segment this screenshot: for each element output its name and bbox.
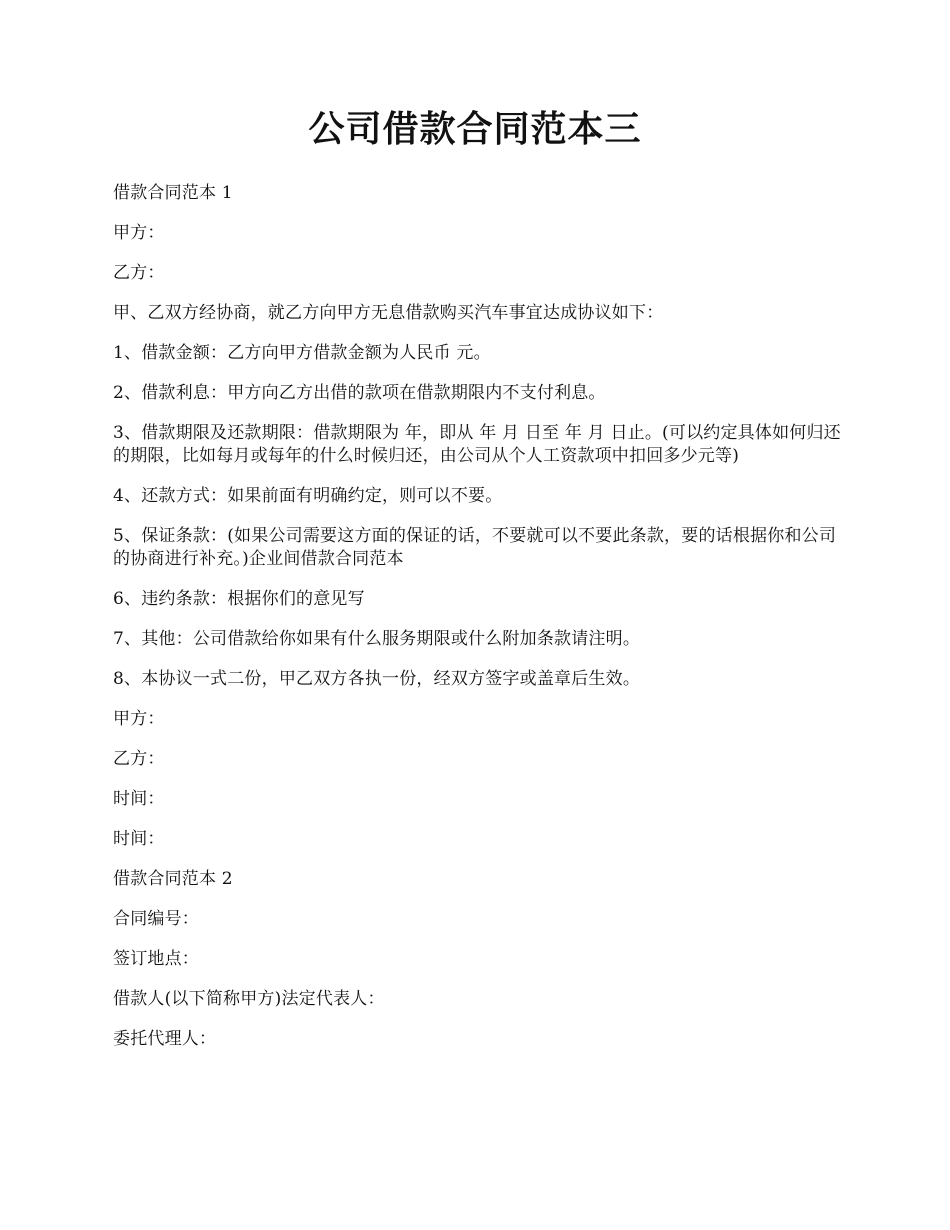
- party-b-line: 乙方：: [113, 263, 165, 283]
- clause-copies: 8、本协议一式二份，甲乙双方各执一份，经双方签字或盖章后生效。: [113, 669, 641, 689]
- borrower-representative-line: 借款人(以下简称甲方)法定代表人：: [113, 989, 385, 1009]
- clause-guarantee: 5、保证条款：(如果公司需要这方面的保证的话，不要就可以不要此条款，要的话根据你和公司的协商进行补充。)企业间借款合同范本: [113, 526, 837, 569]
- clause-other: 7、其他：公司借款给你如果有什么服务期限或什么附加条款请注明。: [113, 629, 641, 649]
- clause-breach: 6、违约条款：根据你们的意见写: [113, 589, 365, 609]
- clause-loan-amount: 1、借款金额：乙方向甲方借款金额为人民币 元。: [113, 343, 491, 363]
- authorized-agent-line: 委托代理人：: [113, 1029, 217, 1049]
- signature-date-a: 时间：: [113, 789, 165, 809]
- party-a-line: 甲方：: [113, 223, 165, 243]
- section-heading-template-1: 借款合同范本 1: [113, 183, 233, 203]
- contract-number-line: 合同编号：: [113, 909, 199, 929]
- signature-party-a: 甲方：: [113, 709, 165, 729]
- agreement-intro: 甲、乙双方经协商，就乙方向甲方无息借款购买汽车事宜达成协议如下：: [113, 303, 664, 323]
- signature-party-b: 乙方：: [113, 749, 165, 769]
- clause-repayment-method: 4、还款方式：如果前面有明确约定，则可以不要。: [113, 486, 503, 506]
- document-body: [113, 182, 841, 1068]
- clause-loan-term: 3、借款期限及还款期限：借款期限为 年，即从 年 月 日至 年 月 日止。(可以约定具体如何归还的期限，比如每月或每年的什么时候归还，由公司从个人工资款项中扣回多少元等): [113, 423, 841, 466]
- clause-loan-interest: 2、借款利息：甲方向乙方出借的款项在借款期限内不支付利息。: [113, 383, 606, 403]
- signature-date-b: 时间：: [113, 829, 165, 849]
- document-title: 公司借款合同范本三: [308, 108, 642, 150]
- section-heading-template-2: 借款合同范本 2: [113, 869, 233, 889]
- signing-place-line: 签订地点：: [113, 949, 199, 969]
